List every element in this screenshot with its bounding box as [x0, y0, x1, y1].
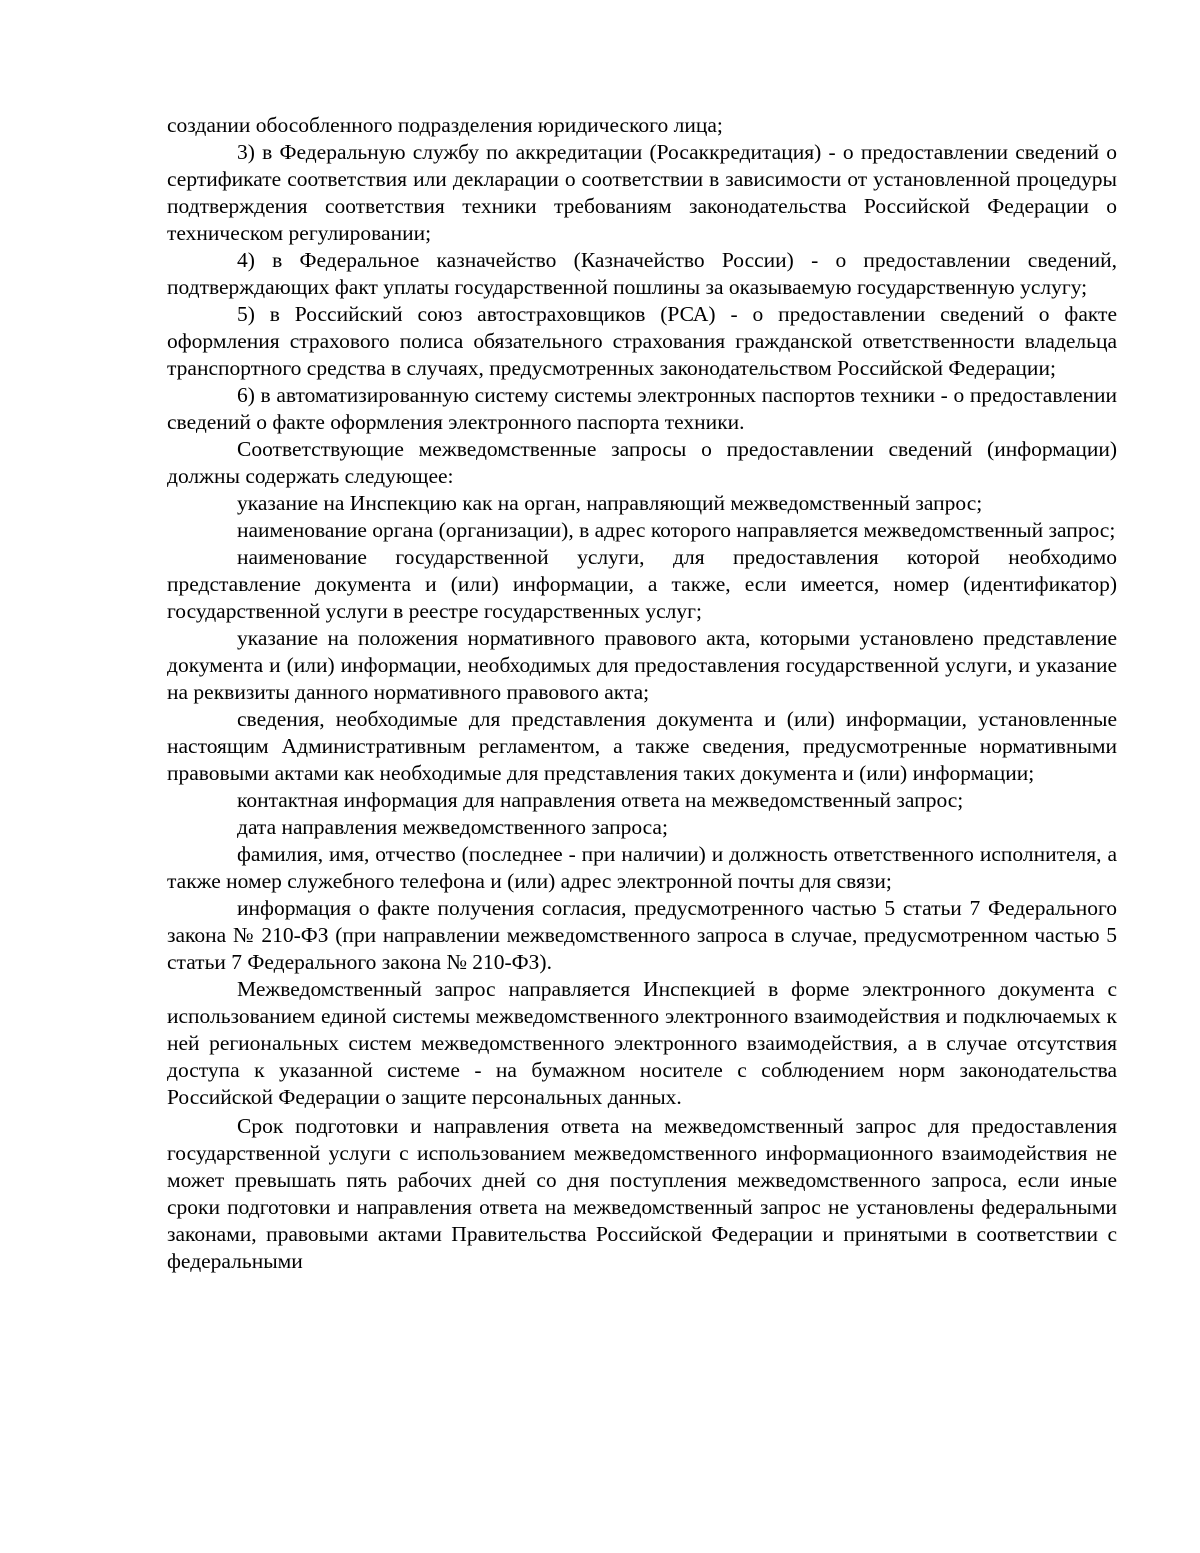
document-body	[167, 112, 1117, 1275]
paragraph-request-electronic-form: Межведомственный запрос направляется Инспекцией в форме электронного документа с использованием единой системы межведомственного электронного взаимодействия и подключаемых к ней региональных систем межведомственного электронного взаимодействия, а в случае отсутствия доступа к указанной системе - на бумажном носителе с соблюдением норм законодательства Российской Федерации о защите персональных данных.	[167, 977, 1117, 1109]
paragraph-request-contact-info: контактная информация для направления ответа на межведомственный запрос;	[237, 788, 964, 812]
paragraph-request-consent: информация о факте получения согласия, предусмотренного частью 5 статьи 7 Федерального закона № 210-ФЗ (при направлении межведомственного запроса в случае, предусмотренном частью 5 статьи 7 Федерального закона № 210-ФЗ).	[167, 896, 1117, 974]
paragraph-request-contents-intro: Соответствующие межведомственные запросы о предоставлении сведений (информации) должны содержать следующее:	[167, 437, 1117, 488]
paragraph-item-3-rosaccreditation: 3) в Федеральную службу по аккредитации (Росаккредитация) - о предоставлении сведений о сертификате соответствия или декларации о соответствии в зависимости от установленной процедуры подтверждения соответствия техники требованиям законодательства Российской Федерации о техническом регулировании;	[167, 140, 1117, 245]
paragraph-request-recipient: наименование органа (организации), в адрес которого направляется межведомственный запрос;	[237, 518, 1116, 542]
paragraph-request-requester: указание на Инспекцию как на орган, направляющий межведомственный запрос;	[237, 491, 983, 515]
paragraph-item-4-treasury: 4) в Федеральное казначейство (Казначейство России) - о предоставлении сведений, подтверждающих факт уплаты государственной пошлины за оказываемую государственную услугу;	[167, 248, 1117, 299]
paragraph-continuation: создании обособленного подразделения юридического лица;	[167, 113, 723, 137]
paragraph-request-service-name: наименование государственной услуги, для предоставления которой необходимо представление документа и (или) информации, а также, если имеется, номер (идентификатор) государственной услуги в реестре государственных услуг;	[167, 545, 1117, 623]
paragraph-request-date: дата направления межведомственного запроса;	[237, 815, 668, 839]
paragraph-item-5-rsa: 5) в Российский союз автостраховщиков (РСА) - о предоставлении сведений о факте оформления страхового полиса обязательного страхования гражданской ответственности владельца транспортного средства в случаях, предусмотренных законодательством Российской Федерации;	[167, 302, 1117, 380]
paragraph-item-6-epassport: 6) в автоматизированную систему системы электронных паспортов техники - о предоставлении сведений о факте оформления электронного паспорта техники.	[167, 383, 1117, 434]
paragraph-response-deadline: Срок подготовки и направления ответа на межведомственный запрос для предоставления государственной услуги с использованием межведомственного информационного взаимодействия не может превышать пять рабочих дней со дня поступления межведомственного запроса, если иные сроки подготовки и направления ответа на межведомственный запрос не установлены федеральными законами, правовыми актами Правительства Российской Федерации и принятыми в соответствии с федеральными	[167, 1114, 1117, 1273]
paragraph-request-required-info: сведения, необходимые для представления документа и (или) информации, установленные настоящим Административным регламентом, а также сведения, предусмотренные нормативными правовыми актами как необходимые для представления таких документа и (или) информации;	[167, 707, 1117, 785]
paragraph-request-executor: фамилия, имя, отчество (последнее - при наличии) и должность ответственного исполнителя, а также номер служебного телефона и (или) адрес электронной почты для связи;	[167, 842, 1117, 893]
paragraph-request-legal-act: указание на положения нормативного правового акта, которыми установлено представление документа и (или) информации, необходимых для предоставления государственной услуги, и указание на реквизиты данного нормативного правового акта;	[167, 626, 1117, 704]
